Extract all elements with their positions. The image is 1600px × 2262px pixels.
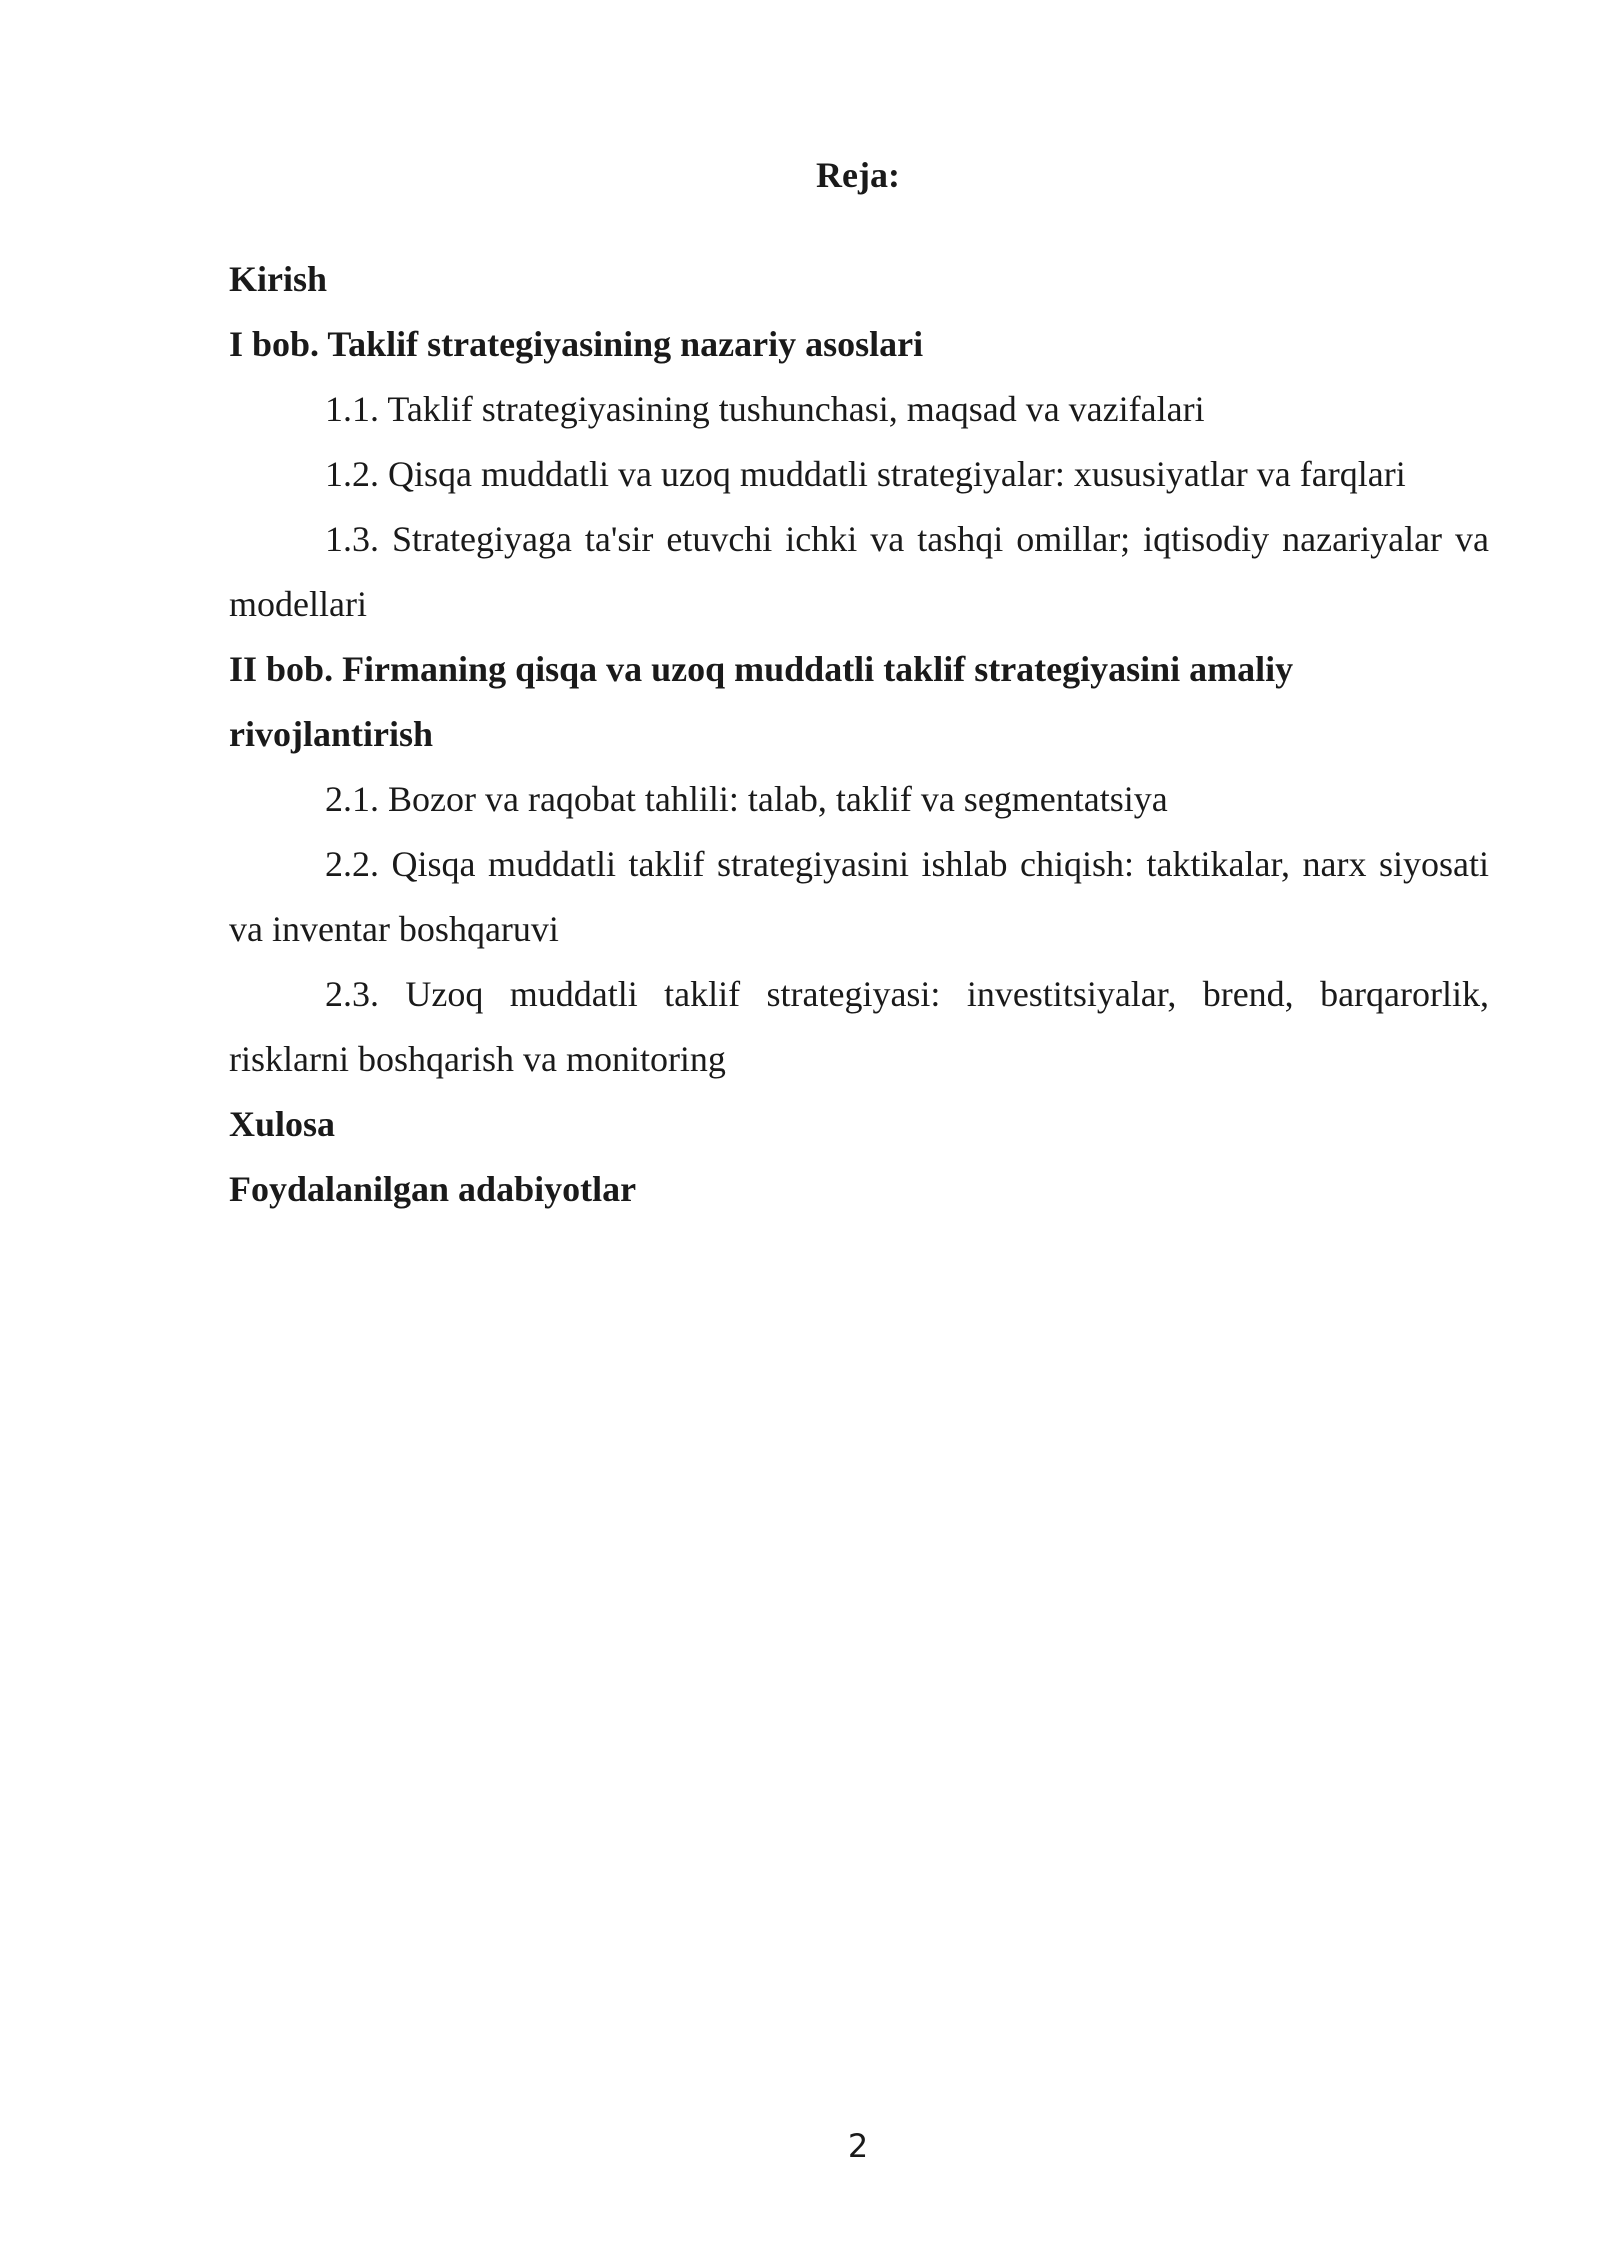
toc-section-1-2: 1.2. Qisqa muddatli va uzoq muddatli strategiyalar: xususiyatlar va farqlari	[325, 454, 1406, 494]
toc-item-kirish: Kirish	[229, 259, 328, 299]
toc-section-1-1: 1.1. Taklif strategiyasining tushunchasi, maqsad va vazifalari	[325, 389, 1205, 429]
toc-chapter-2: II bob. Firmaning qisqa va uzoq muddatli taklif strategiyasini amaliy rivojlantirish	[229, 649, 1294, 754]
toc-section-2-2: 2.2. Qisqa muddatli taklif strategiyasini ishlab chiqish: taktikalar, narx siyosati va inventar boshqaruvi	[229, 844, 1489, 949]
toc-section-1-3: 1.3. Strategiyaga ta'sir etuvchi ichki va tashqi omillar; iqtisodiy nazariyalar va modellari	[229, 519, 1489, 624]
page-number: 2	[847, 2127, 869, 2165]
page-title: Reja:	[816, 155, 900, 195]
toc-section-2-1: 2.1. Bozor va raqobat tahlili: talab, taklif va segmentatsiya	[325, 779, 1168, 819]
toc-item-xulosa: Xulosa	[229, 1104, 336, 1144]
table-of-contents	[229, 247, 1489, 1222]
toc-item-bibliography: Foydalanilgan adabiyotlar	[229, 1169, 637, 1209]
toc-section-2-3: 2.3. Uzoq muddatli taklif strategiyasi: investitsiyalar, brend, barqarorlik, risklarni boshqarish va monitoring	[229, 974, 1489, 1079]
toc-chapter-1: I bob. Taklif strategiyasining nazariy asoslari	[229, 324, 924, 364]
